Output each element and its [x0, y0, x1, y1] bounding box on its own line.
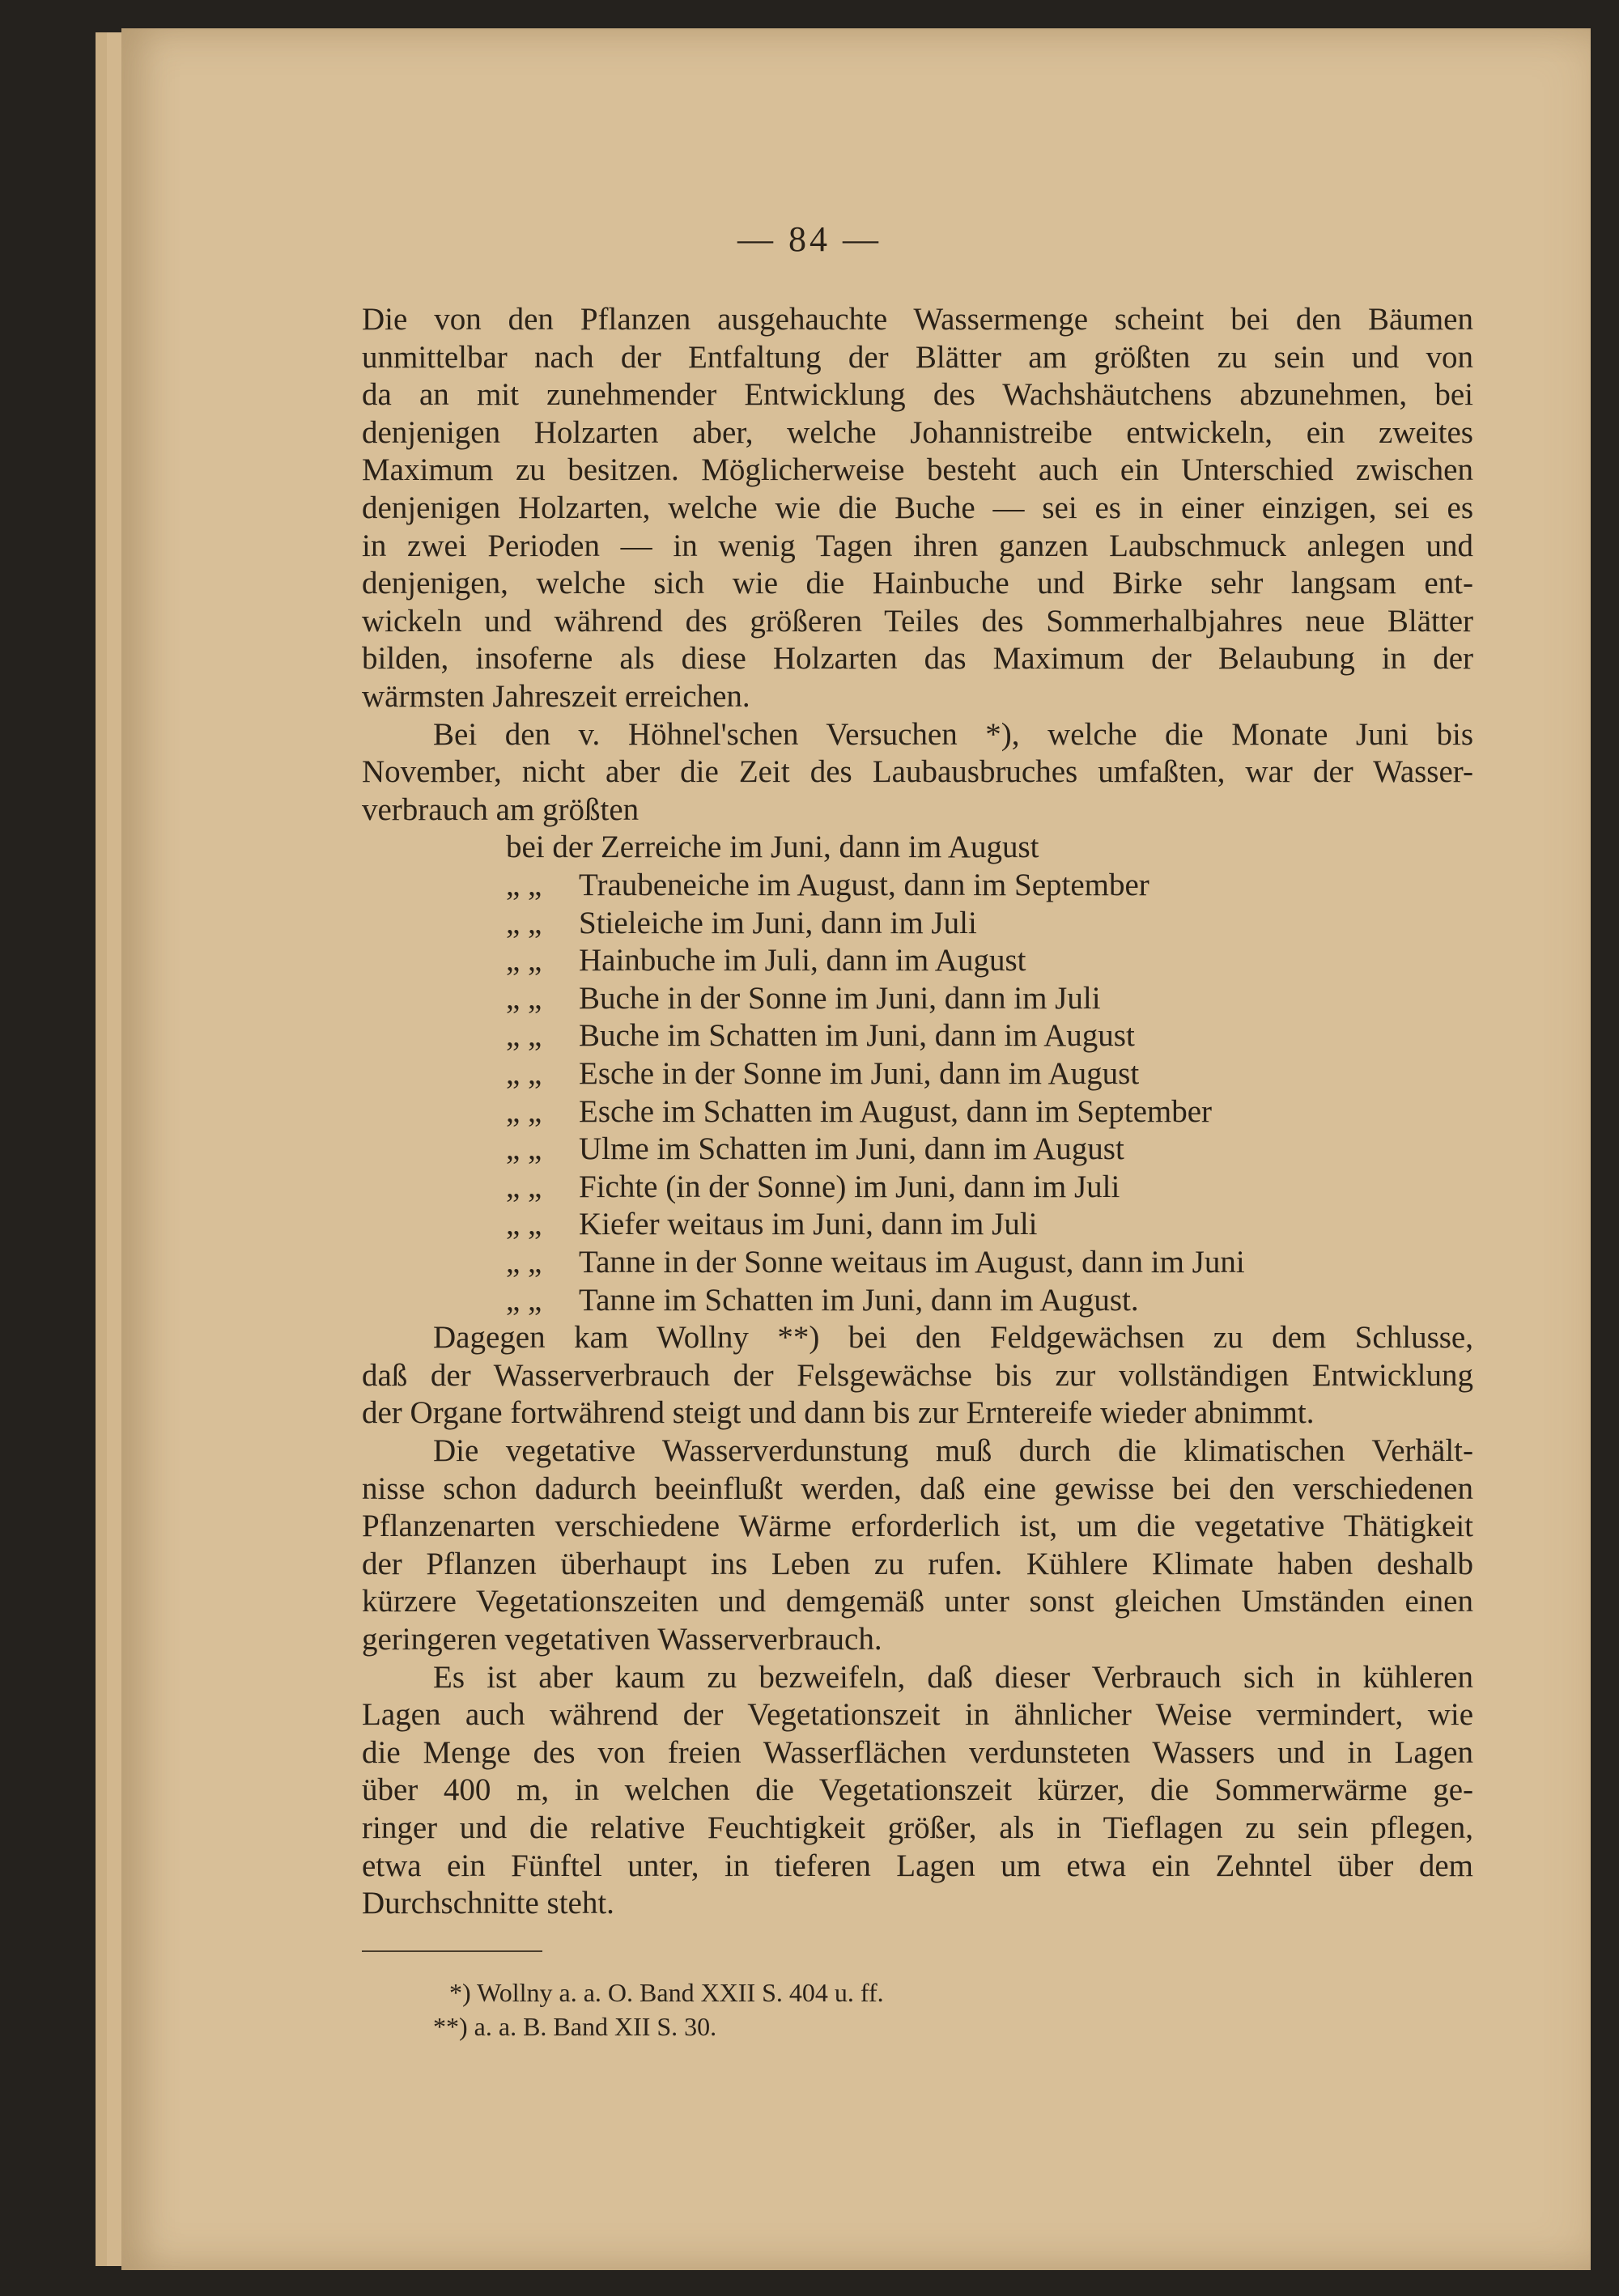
ditto-mark: „ „ [506, 943, 542, 978]
text-line: in zwei Perioden — in wenig Tagen ihren ganzen Laubschmuck anlegen und [362, 528, 1473, 563]
list-item: bei der Zerreiche im Juni, dann im August [506, 830, 1039, 865]
list-item [506, 1244, 1245, 1281]
text-line: nisse schon dadurch beeinflußt werden, daß eine gewisse bei den verschiedenen [362, 1471, 1473, 1506]
text-line: denjenigen, welche sich wie die Hainbuche und Birke sehr langsam ent- [362, 566, 1473, 601]
footnote-1: *) Wollny a. a. O. Band XXII S. 404 u. ff. [449, 1978, 884, 2007]
text-line: daß der Wasserverbrauch der Felsgewächse bis zur vollständigen Entwicklung [362, 1357, 1473, 1393]
text-line: über 400 m, in welchen die Vegetationszeit kürzer, die Sommerwärme ge- [362, 1772, 1473, 1808]
text-line: November, nicht aber die Zeit des Laubausbruches umfaßten, war der Wasser- [362, 754, 1473, 790]
text-line: der Pflanzen überhaupt ins Leben zu rufen. Kühlere Klimate haben deshalb [362, 1546, 1473, 1581]
text-line: verbrauch am größten [362, 792, 640, 827]
text-line: Lagen auch während der Vegetationszeit in ähnlicher Weise vermindert, wie [362, 1697, 1473, 1733]
text-line: etwa ein Fünftel unter, in tieferen Lagen um etwa ein Zehntel über dem [362, 1848, 1473, 1883]
list-item-text: Ulme im Schatten im Juni, dann im August [579, 1131, 1124, 1167]
ditto-mark: „ „ [506, 905, 542, 940]
text-line: kürzere Vegetationszeiten und demgemäß unter sonst gleichen Umständen einen [362, 1584, 1473, 1619]
list-item [506, 1206, 1038, 1243]
ditto-mark: „ „ [506, 1093, 542, 1129]
list-item [506, 1282, 1139, 1319]
list-item [506, 1055, 1139, 1093]
text-line: geringeren vegetativen Wasserverbrauch. [362, 1622, 882, 1657]
text-line: Dagegen kam Wollny **) bei den Feldgewächsen zu dem Schlusse, [433, 1320, 1473, 1356]
ditto-mark: „ „ [506, 1282, 542, 1318]
list-item-text: Esche im Schatten im August, dann im September [579, 1093, 1213, 1129]
list-item-text: Traubeneiche im August, dann im September [579, 868, 1149, 902]
text-line: Maximum zu besitzen. Möglicherweise besteht auch ein Unterschied zwischen [362, 452, 1473, 488]
text-line: wickeln und während des größeren Teiles des Sommerhalbjahres neue Blätter [362, 603, 1473, 639]
list-item [506, 980, 1101, 1017]
list-item [506, 1093, 1212, 1131]
list-item [506, 942, 1026, 979]
footnote-divider [362, 1950, 542, 1952]
text-line: ringer und die relative Feuchtigkeit größer, als in Tieflagen zu sein pflegen, [362, 1810, 1473, 1845]
text-line: Pflanzenarten verschiedene Wärme erforderlich ist, um die vegetative Thätigkeit [362, 1509, 1473, 1544]
text-line: denjenigen Holzarten aber, welche Johannistreibe entwickeln, ein zweites [362, 414, 1473, 450]
footnote-2: **) a. a. B. Band XII S. 30. [433, 2012, 717, 2041]
text-line: Die von den Pflanzen ausgehauchte Wassermenge scheint bei den Bäumen [362, 302, 1473, 337]
ditto-mark: „ „ [506, 1131, 542, 1167]
ditto-mark: „ „ [506, 868, 542, 902]
list-item-text: Stieleiche im Juni, dann im Juli [579, 905, 977, 940]
page-number: — 84 — [737, 219, 882, 259]
text-line: Durchschnitte steht. [362, 1886, 614, 1921]
ditto-mark: „ „ [506, 1245, 542, 1280]
list-item-text: Fichte (in der Sonne) im Juni, dann im Juli [579, 1169, 1120, 1204]
list-item [506, 1017, 1135, 1055]
text-line: denjenigen Holzarten, welche wie die Buche — sei es in einer einzigen, sei es [362, 490, 1473, 525]
text-line: wärmsten Jahreszeit erreichen. [362, 679, 750, 714]
text-line: unmittelbar nach der Entfaltung der Blätter am größten zu sein und von [362, 339, 1473, 375]
text-line: Bei den v. Höhnel'schen Versuchen *), welche die Monate Juni bis [433, 716, 1473, 752]
list-item-text: Kiefer weitaus im Juni, dann im Juli [579, 1207, 1038, 1242]
list-item-text: Esche in der Sonne im Juni, dann im August [579, 1056, 1140, 1091]
list-item [506, 867, 1149, 904]
list-item-text: Tanne im Schatten im Juni, dann im August. [579, 1282, 1139, 1318]
list-item-text: Buche im Schatten im Juni, dann im August [579, 1018, 1135, 1054]
text-line: da an mit zunehmender Entwicklung des Wachshäutchens abzunehmen, bei [362, 377, 1473, 413]
ditto-mark: „ „ [506, 980, 542, 1016]
text-line: Die vegetative Wasserverdunstung muß durch die klimatischen Verhält- [433, 1433, 1473, 1468]
text-line: der Organe fortwährend steigt und dann bis zur Erntereife wieder abnimmt. [362, 1395, 1315, 1431]
list-item [506, 1131, 1124, 1168]
list-item-text: Hainbuche im Juli, dann im August [579, 943, 1026, 978]
ditto-mark: „ „ [506, 1169, 542, 1204]
list-item-text: Tanne in der Sonne weitaus im August, dann im Juni [579, 1245, 1245, 1280]
list-item [506, 1169, 1120, 1206]
ditto-mark: „ „ [506, 1018, 542, 1054]
list-item [506, 905, 977, 942]
list-item-text: Buche in der Sonne im Juni, dann im Juli [579, 980, 1101, 1016]
ditto-mark: „ „ [506, 1207, 542, 1242]
text-line: Es ist aber kaum zu bezweifeln, daß dieser Verbrauch sich in kühleren [433, 1659, 1473, 1695]
text-line: die Menge des von freien Wasserflächen verdunsteten Wassers und in Lagen [362, 1734, 1473, 1770]
text-line: bilden, insoferne als diese Holzarten das Maximum der Belaubung in der [362, 641, 1473, 677]
ditto-mark: „ „ [506, 1056, 542, 1091]
